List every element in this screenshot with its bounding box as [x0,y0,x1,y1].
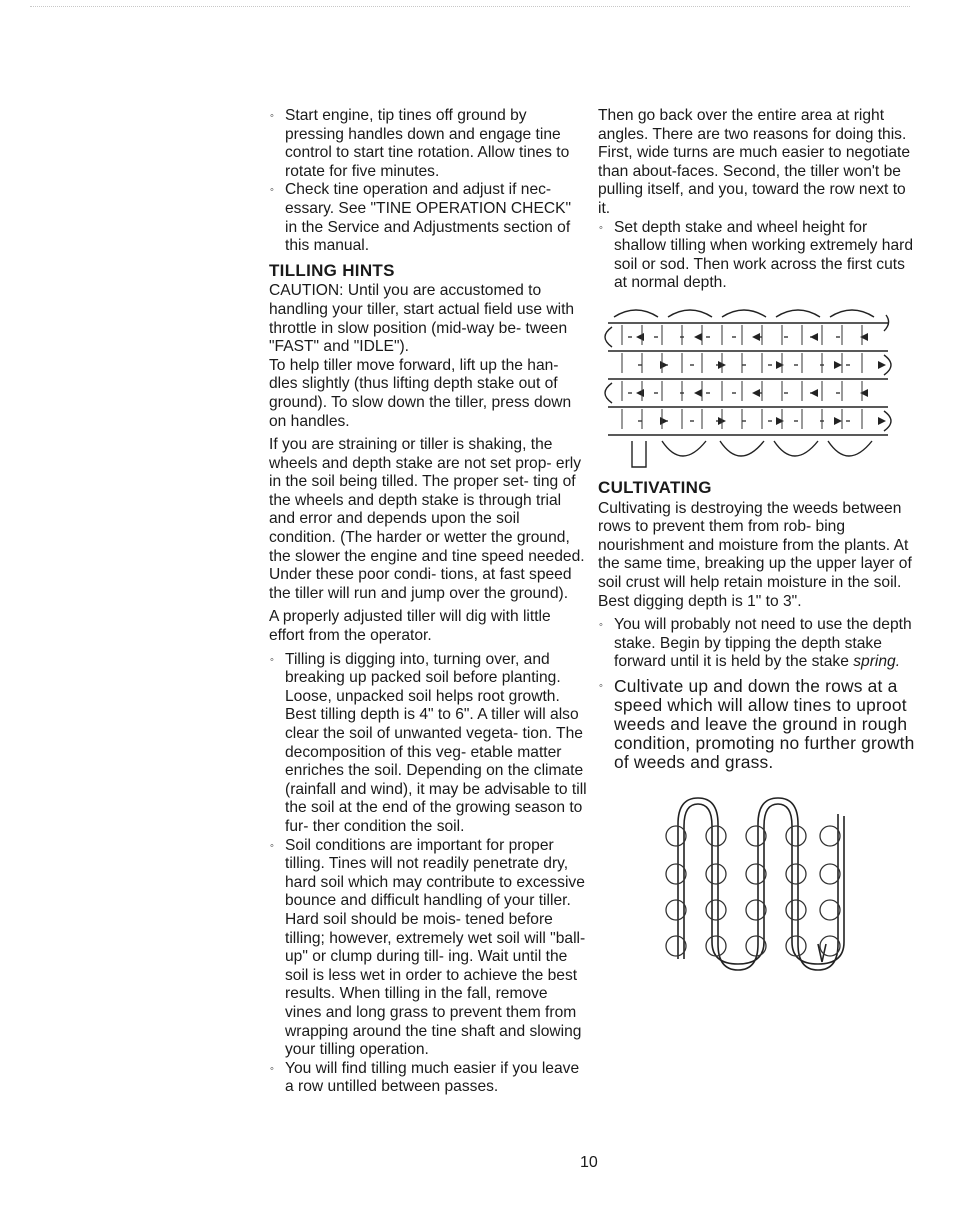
bullet-depth-stake [598,616,916,672]
go-back-paragraph: Then go back over the entire area at right angles. There are two reasons for doing this. First, wide turns are much easier to negotiate than about-faces. Second, the tiller won't be pulling itself, and you, toward the row next to it. [598,107,911,217]
cultivating-heading: CULTIVATING [598,477,712,497]
properly-adjusted-paragraph: A properly adjusted tiller will dig with little effort from the operator. [269,608,551,645]
bullet-cultivate-rows: ◦ Cultivate up and down the rows at a speed which will allow tines to uproot weeds and leave the ground in rough condition, promoting no further growth of weeds and grass. [598,677,916,772]
page-number: 10 [580,1154,598,1171]
cultivating-definition: Cultivating is destroying the weeds between rows to prevent them from rob- bing nourishment and moisture from the plants. At the same time, breaking up the upper layer of soil crust will help retain moisture in the soil. Best digging depth is 1" to 3". [598,499,912,610]
tilling-hints-heading: TILLING HINTS [269,260,395,280]
right-column [598,107,916,978]
bullet-soil-conditions: ◦ Soil conditions are important for proper tilling. Tines will not readily penetrate dry, hard soil which may contribute to excessive bounce and difficult handling of your tiller. Hard soil should be mois- tened before tilling; however, extremely wet soil will "ball-up" or clump during till- ing. Wait until the soil is less wet in order to achieve the best results. When tilling in the fall, remove vines and long grass to prevent them from wrapping around the tine shaft and slowing your tilling operation. [269,837,587,1060]
depth-stake-text: You will probably not need to use the depth stake. Begin by tipping the depth stake forward until it is held by the stake [614,616,912,671]
caution-paragraph: CAUTION: Until you are accustomed to handling your tiller, start actual field use with throttle in slow position (mid-way be- tween "FAST" and "IDLE"). [269,282,575,356]
cultivating-pattern-diagram [598,794,898,974]
bullet-untilled-row: ◦ You will find tilling much easier if you leave a row untilled between passes. [269,1060,587,1097]
left-column [269,107,587,1097]
straining-paragraph: If you are straining or tiller is shaking, the wheels and depth stake are not set prop- erly in the soil being tilled. The proper set- ting of the wheels and depth stake is through trial and error and depends upon the soil condition. (The harder or wetter the ground, the slower the engine and tine speed needed. Under these poor condi- tions, at fast speed the tiller will run and jump over the ground). [269,436,585,602]
bullet-set-depth-stake: ◦ Set depth stake and wheel height for shallow tilling when working extremely hard soil or sod. Then work across the first cuts at normal depth. [598,219,916,293]
bullet-tilling-definition: ◦ Tilling is digging into, turning over, and breaking up packed soil before planting. Loose, unpacked soil helps root growth. Best tilling depth is 4" to 6". A tiller will also clear the soil of unwanted vegeta- tion. The decomposition of this veg- etable matter enriches the soil. Depending on the climate (rainfall and wind), it may be advisable to till the soil at the end of the growing season to fur- ther condition the soil. [269,651,587,837]
depth-stake-text-tail: spring. [853,653,901,671]
tilling-pattern-diagram [598,301,898,473]
speed-help-paragraph: To help tiller move forward, lift up the han- dles slightly (thus lifting depth stake out of ground). To slow down the tiller, press down on handles. [269,356,572,430]
bullet-check-tine-operation: ◦ Check tine operation and adjust if nec- essary. See "TINE OPERATION CHECK" in the Service and Adjustments section of this manual. [269,181,587,255]
bullet-start-engine: ◦ Start engine, tip tines off ground by pressing handles down and engage tine control to start tine rotation. Allow tines to rotate for five minutes. [269,107,587,181]
scan-artifact-line [30,6,910,8]
